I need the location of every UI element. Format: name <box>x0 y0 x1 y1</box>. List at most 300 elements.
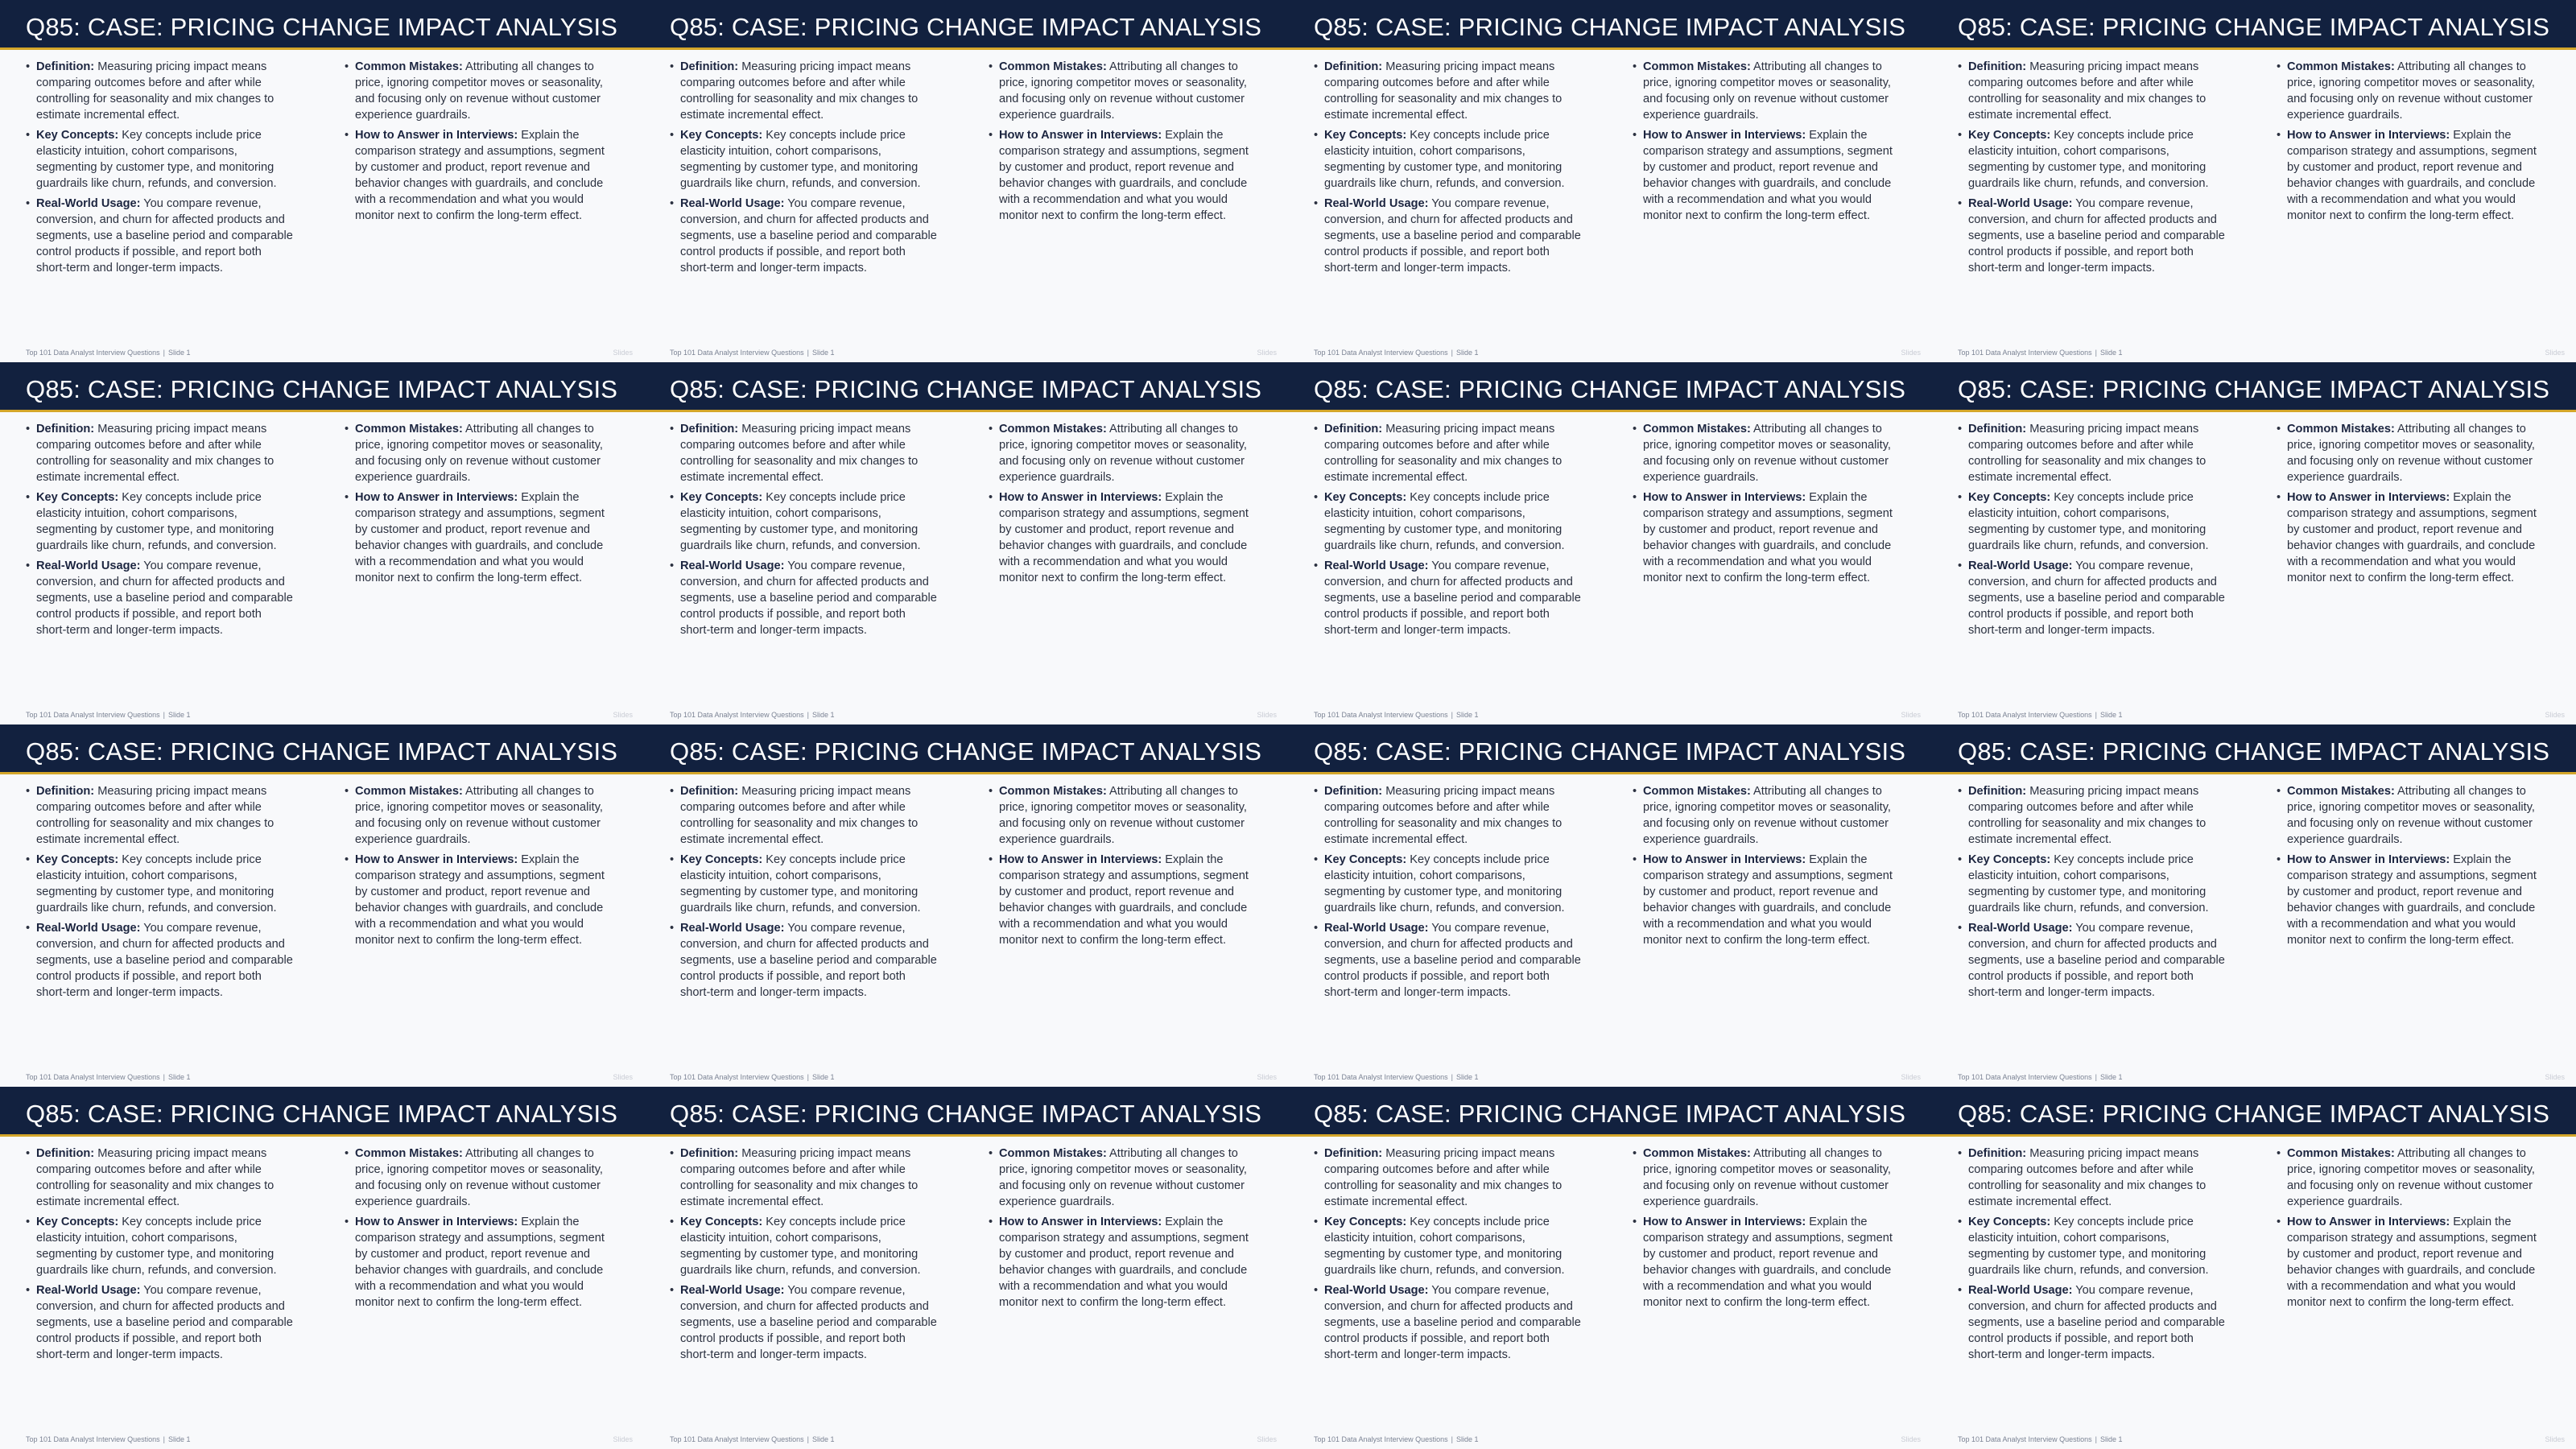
footer-source: Top 101 Data Analyst Interview Questions <box>1958 711 2092 719</box>
bullet-dot-icon: • <box>670 853 675 866</box>
footer-separator: | <box>163 349 165 357</box>
bullet-dot-icon: • <box>1633 785 1637 798</box>
bullet-text: Measuring pricing impact means comparing outcomes before and after while controlling for seasonality and mix changes to estimate incremental effect. <box>1324 60 1563 122</box>
bullet-real-world-usage <box>26 920 295 1001</box>
slide-thumbnail-5[interactable] <box>0 362 644 724</box>
slide-thumbnail-7[interactable] <box>1288 362 1932 724</box>
bullet-text: Measuring pricing impact means comparing outcomes before and after while controlling for seasonality and mix changes to estimate incremental effect. <box>1968 423 2207 484</box>
bullet-text: Explain the comparison strategy and assumptions, segment by customer and product, report revenue and behavior changes with guardrails, and conclude with a recommendation and what you would monitor next to confirm the long-term effect. <box>1643 853 1893 947</box>
slide-thumbnail-14[interactable] <box>644 1087 1288 1449</box>
bullet-common-mistakes <box>2277 421 2545 485</box>
bullet-text: You compare revenue, conversion, and churn for affected products and segments, use a baseline period and comparable control products if possible, and report both short-term and longer-term impacts. <box>1968 559 2225 637</box>
bullet-dot-icon: • <box>1314 197 1319 210</box>
slide-thumbnail-4[interactable] <box>1932 0 2576 362</box>
bullet-common-mistakes <box>2277 783 2545 848</box>
bullet-dot-icon: • <box>1314 853 1319 866</box>
bullet-definition <box>26 59 295 123</box>
bullet-dot-icon: • <box>670 1147 675 1160</box>
bullet-dot-icon: • <box>26 1216 31 1228</box>
bullet-dot-icon: • <box>989 423 993 436</box>
bullet-dot-icon: • <box>2277 1216 2281 1228</box>
bullet-text: Explain the comparison strategy and assumptions, segment by customer and product, report revenue and behavior changes with guardrails, and conclude with a recommendation and what you would monitor next to confirm the long-term effect. <box>2287 1216 2537 1309</box>
brand-watermark: Slides <box>1257 1435 1277 1443</box>
footer-source: Top 101 Data Analyst Interview Questions <box>670 711 804 719</box>
slide-body <box>670 421 1257 654</box>
bullet-definition <box>1314 59 1583 123</box>
footer-separator: | <box>1451 1435 1453 1443</box>
bullet-dot-icon: • <box>670 491 675 504</box>
brand-watermark: Slides <box>2545 1073 2565 1081</box>
bullet-dot-icon: • <box>1958 491 1963 504</box>
bullet-label: Definition: <box>680 60 739 73</box>
slide-body <box>1314 421 1901 654</box>
bullet-dot-icon: • <box>2277 785 2281 798</box>
bullet-label: Key Concepts: <box>680 129 763 142</box>
bullet-dot-icon: • <box>1958 853 1963 866</box>
bullet-real-world-usage <box>670 196 939 276</box>
bullet-text: You compare revenue, conversion, and churn for affected products and segments, use a baseline period and comparable control products if possible, and report both short-term and longer-term impacts. <box>680 197 937 275</box>
slide-footer <box>26 711 190 719</box>
slide-thumbnail-2[interactable] <box>644 0 1288 362</box>
bullet-dot-icon: • <box>670 60 675 73</box>
slide-footer <box>1958 711 2122 719</box>
bullet-text: Explain the comparison strategy and assumptions, segment by customer and product, report revenue and behavior changes with guardrails, and conclude with a recommendation and what you would monitor next to confirm the long-term effect. <box>355 129 605 222</box>
bullet-label: Common Mistakes: <box>1643 785 1751 798</box>
slide-thumbnail-9[interactable] <box>0 724 644 1087</box>
slide-header <box>1288 0 1932 50</box>
footer-slide-number: Slide 1 <box>167 711 191 719</box>
bullet-text: Attributing all changes to price, ignoring competitor moves or seasonality, and focusing only on revenue without customer experience guardrails. <box>999 60 1247 122</box>
bullet-key-concepts <box>670 852 939 916</box>
bullet-label: How to Answer in Interviews: <box>1643 853 1806 866</box>
bullet-how-to-answer <box>345 489 613 586</box>
bullet-dot-icon: • <box>345 785 349 798</box>
bullet-text: Key concepts include price elasticity intuition, cohort comparisons, segmenting by customer type, and monitoring guardrails like churn, refunds, and conversion. <box>36 853 277 914</box>
bullet-label: Real-World Usage: <box>36 922 141 935</box>
bullet-label: Key Concepts: <box>680 1216 763 1228</box>
slide-header <box>0 362 644 412</box>
bullet-text: Key concepts include price elasticity intuition, cohort comparisons, segmenting by customer type, and monitoring guardrails like churn, refunds, and conversion. <box>1324 853 1565 914</box>
bullet-dot-icon: • <box>2277 1147 2281 1160</box>
bullet-label: How to Answer in Interviews: <box>999 1216 1162 1228</box>
bullet-real-world-usage <box>670 1282 939 1363</box>
bullet-dot-icon: • <box>345 491 349 504</box>
bullet-how-to-answer <box>2277 852 2545 948</box>
bullet-label: Definition: <box>36 1147 95 1160</box>
bullet-definition <box>1958 1146 2227 1210</box>
bullet-dot-icon: • <box>1314 1147 1319 1160</box>
slide-header <box>644 362 1288 412</box>
bullet-real-world-usage <box>1314 196 1583 276</box>
bullet-label: Common Mistakes: <box>1643 423 1751 436</box>
footer-separator: | <box>163 1435 165 1443</box>
bullet-key-concepts <box>670 1214 939 1278</box>
slide-body <box>26 421 613 654</box>
bullet-dot-icon: • <box>1958 1147 1963 1160</box>
bullet-label: Key Concepts: <box>36 853 119 866</box>
bullet-label: How to Answer in Interviews: <box>2287 491 2450 504</box>
slide-header <box>1932 1087 2576 1137</box>
bullet-dot-icon: • <box>1633 1147 1637 1160</box>
bullet-label: Real-World Usage: <box>1968 922 2073 935</box>
bullet-how-to-answer <box>2277 1214 2545 1311</box>
bullet-label: Real-World Usage: <box>680 1284 785 1297</box>
bullet-definition <box>1314 421 1583 485</box>
bullet-text: Explain the comparison strategy and assumptions, segment by customer and product, report revenue and behavior changes with guardrails, and conclude with a recommendation and what you would monitor next to confirm the long-term effect. <box>1643 491 1893 584</box>
footer-slide-number: Slide 1 <box>167 1435 191 1443</box>
bullet-how-to-answer <box>989 852 1257 948</box>
bullet-dot-icon: • <box>1314 922 1319 935</box>
bullet-key-concepts <box>1958 852 2227 916</box>
slide-body <box>26 783 613 1017</box>
bullet-dot-icon: • <box>1958 197 1963 210</box>
bullet-key-concepts <box>1314 1214 1583 1278</box>
bullet-text: Explain the comparison strategy and assumptions, segment by customer and product, report revenue and behavior changes with guardrails, and conclude with a recommendation and what you would monitor next to confirm the long-term effect. <box>2287 129 2537 222</box>
bullet-key-concepts <box>1958 489 2227 554</box>
bullet-dot-icon: • <box>345 129 349 142</box>
footer-separator: | <box>1451 711 1453 719</box>
bullet-label: Key Concepts: <box>1324 491 1407 504</box>
bullet-dot-icon: • <box>1958 1216 1963 1228</box>
bullet-label: Real-World Usage: <box>1968 197 2073 210</box>
bullet-label: Key Concepts: <box>1968 491 2051 504</box>
footer-source: Top 101 Data Analyst Interview Questions <box>670 1073 804 1081</box>
slide-header <box>1932 724 2576 774</box>
bullet-label: Key Concepts: <box>1324 853 1407 866</box>
bullet-key-concepts <box>26 1214 295 1278</box>
slide-header <box>0 0 644 50</box>
slide-title: Q85: CASE: PRICING CHANGE IMPACT ANALYSIS <box>670 13 1262 41</box>
bullet-dot-icon: • <box>1958 1284 1963 1297</box>
bullet-common-mistakes <box>345 1146 613 1210</box>
slide-body <box>1314 59 1901 292</box>
bullet-text: You compare revenue, conversion, and churn for affected products and segments, use a baseline period and comparable control products if possible, and report both short-term and longer-term impacts. <box>1324 1284 1581 1361</box>
bullet-label: Real-World Usage: <box>1324 197 1429 210</box>
footer-source: Top 101 Data Analyst Interview Questions <box>26 1435 160 1443</box>
footer-separator: | <box>2095 1435 2097 1443</box>
brand-watermark: Slides <box>2545 1435 2565 1443</box>
bullet-label: Key Concepts: <box>680 853 763 866</box>
bullet-dot-icon: • <box>26 197 31 210</box>
bullet-common-mistakes <box>2277 1146 2545 1210</box>
bullet-label: Common Mistakes: <box>999 423 1107 436</box>
slide-thumbnail-1[interactable] <box>0 0 644 362</box>
bullet-dot-icon: • <box>1314 785 1319 798</box>
bullet-real-world-usage <box>670 558 939 638</box>
bullet-how-to-answer <box>2277 489 2545 586</box>
bullet-label: Definition: <box>680 423 739 436</box>
bullet-text: Key concepts include price elasticity intuition, cohort comparisons, segmenting by customer type, and monitoring guardrails like churn, refunds, and conversion. <box>680 129 921 190</box>
bullet-dot-icon: • <box>1633 1216 1637 1228</box>
bullet-text: Explain the comparison strategy and assumptions, segment by customer and product, report revenue and behavior changes with guardrails, and conclude with a recommendation and what you would monitor next to confirm the long-term effect. <box>999 491 1249 584</box>
brand-watermark: Slides <box>2545 711 2565 719</box>
bullet-text: You compare revenue, conversion, and churn for affected products and segments, use a baseline period and comparable control products if possible, and report both short-term and longer-term impacts. <box>36 197 293 275</box>
slide-footer <box>1314 711 1478 719</box>
bullet-text: Explain the comparison strategy and assumptions, segment by customer and product, report revenue and behavior changes with guardrails, and conclude with a recommendation and what you would monitor next to confirm the long-term effect. <box>355 1216 605 1309</box>
slide-thumbnail-6[interactable] <box>644 362 1288 724</box>
brand-watermark: Slides <box>1901 711 1921 719</box>
bullet-text: You compare revenue, conversion, and churn for affected products and segments, use a baseline period and comparable control products if possible, and report both short-term and longer-term impacts. <box>680 559 937 637</box>
bullet-text: Explain the comparison strategy and assumptions, segment by customer and product, report revenue and behavior changes with guardrails, and conclude with a recommendation and what you would monitor next to confirm the long-term effect. <box>999 1216 1249 1309</box>
bullet-label: Definition: <box>1968 785 2027 798</box>
bullet-definition <box>26 421 295 485</box>
bullet-label: Definition: <box>36 60 95 73</box>
footer-slide-number: Slide 1 <box>811 1073 835 1081</box>
bullet-text: Explain the comparison strategy and assumptions, segment by customer and product, report revenue and behavior changes with guardrails, and conclude with a recommendation and what you would monitor next to confirm the long-term effect. <box>999 129 1249 222</box>
slide-footer <box>670 349 834 357</box>
bullet-text: Key concepts include price elasticity intuition, cohort comparisons, segmenting by customer type, and monitoring guardrails like churn, refunds, and conversion. <box>680 1216 921 1277</box>
footer-source: Top 101 Data Analyst Interview Questions <box>1958 1435 2092 1443</box>
footer-source: Top 101 Data Analyst Interview Questions <box>1958 349 2092 357</box>
footer-slide-number: Slide 1 <box>1455 1073 1479 1081</box>
footer-source: Top 101 Data Analyst Interview Questions <box>670 349 804 357</box>
bullet-text: Key concepts include price elasticity intuition, cohort comparisons, segmenting by customer type, and monitoring guardrails like churn, refunds, and conversion. <box>1324 129 1565 190</box>
slide-thumbnail-16[interactable] <box>1932 1087 2576 1449</box>
bullet-label: Definition: <box>1968 60 2027 73</box>
bullet-common-mistakes <box>1633 1146 1901 1210</box>
bullet-label: Common Mistakes: <box>999 1147 1107 1160</box>
footer-slide-number: Slide 1 <box>2099 1435 2123 1443</box>
bullet-text: Measuring pricing impact means comparing outcomes before and after while controlling for seasonality and mix changes to estimate incremental effect. <box>1968 785 2207 846</box>
bullet-label: Key Concepts: <box>680 491 763 504</box>
bullet-dot-icon: • <box>345 423 349 436</box>
bullet-text: Key concepts include price elasticity intuition, cohort comparisons, segmenting by customer type, and monitoring guardrails like churn, refunds, and conversion. <box>36 1216 277 1277</box>
bullet-label: Common Mistakes: <box>355 60 463 73</box>
bullet-text: You compare revenue, conversion, and churn for affected products and segments, use a baseline period and comparable control products if possible, and report both short-term and longer-term impacts. <box>1324 559 1581 637</box>
bullet-text: Measuring pricing impact means comparing outcomes before and after while controlling for seasonality and mix changes to estimate incremental effect. <box>1324 1147 1563 1208</box>
bullet-common-mistakes <box>345 421 613 485</box>
bullet-real-world-usage <box>1314 558 1583 638</box>
bullet-how-to-answer <box>989 489 1257 586</box>
footer-source: Top 101 Data Analyst Interview Questions <box>26 711 160 719</box>
bullet-common-mistakes <box>989 783 1257 848</box>
bullet-dot-icon: • <box>1633 60 1637 73</box>
bullet-common-mistakes <box>1633 421 1901 485</box>
slide-footer <box>1314 1073 1478 1081</box>
bullet-label: Definition: <box>680 1147 739 1160</box>
bullet-text: Measuring pricing impact means comparing outcomes before and after while controlling for seasonality and mix changes to estimate incremental effect. <box>36 423 275 484</box>
bullet-label: Key Concepts: <box>36 491 119 504</box>
bullet-label: Key Concepts: <box>36 129 119 142</box>
bullet-definition <box>1958 59 2227 123</box>
bullet-label: How to Answer in Interviews: <box>355 853 518 866</box>
bullet-dot-icon: • <box>26 922 31 935</box>
bullet-common-mistakes <box>989 421 1257 485</box>
bullet-label: Key Concepts: <box>1324 129 1407 142</box>
bullet-text: Measuring pricing impact means comparing outcomes before and after while controlling for seasonality and mix changes to estimate incremental effect. <box>680 60 919 122</box>
brand-watermark: Slides <box>613 1435 633 1443</box>
bullet-definition <box>670 421 939 485</box>
bullet-label: Definition: <box>36 423 95 436</box>
bullet-label: Real-World Usage: <box>680 922 785 935</box>
bullet-label: How to Answer in Interviews: <box>999 491 1162 504</box>
bullet-text: Attributing all changes to price, ignoring competitor moves or seasonality, and focusing only on revenue without customer experience guardrails. <box>1643 1147 1891 1208</box>
slide-header <box>1288 1087 1932 1137</box>
bullet-text: Key concepts include price elasticity intuition, cohort comparisons, segmenting by customer type, and monitoring guardrails like churn, refunds, and conversion. <box>1324 1216 1565 1277</box>
bullet-text: Key concepts include price elasticity intuition, cohort comparisons, segmenting by customer type, and monitoring guardrails like churn, refunds, and conversion. <box>1968 853 2209 914</box>
bullet-text: Measuring pricing impact means comparing outcomes before and after while controlling for seasonality and mix changes to estimate incremental effect. <box>1324 785 1563 846</box>
slide-title: Q85: CASE: PRICING CHANGE IMPACT ANALYSIS <box>670 1100 1262 1128</box>
bullet-text: You compare revenue, conversion, and churn for affected products and segments, use a baseline period and comparable control products if possible, and report both short-term and longer-term impacts. <box>1968 922 2225 999</box>
footer-slide-number: Slide 1 <box>811 1435 835 1443</box>
bullet-label: Real-World Usage: <box>36 197 141 210</box>
slide-thumbnail-8[interactable] <box>1932 362 2576 724</box>
bullet-definition <box>670 1146 939 1210</box>
bullet-dot-icon: • <box>1633 853 1637 866</box>
bullet-text: You compare revenue, conversion, and churn for affected products and segments, use a baseline period and comparable control products if possible, and report both short-term and longer-term impacts. <box>36 559 293 637</box>
bullet-text: You compare revenue, conversion, and churn for affected products and segments, use a baseline period and comparable control products if possible, and report both short-term and longer-term impacts. <box>1968 1284 2225 1361</box>
bullet-real-world-usage <box>670 920 939 1001</box>
slide-title: Q85: CASE: PRICING CHANGE IMPACT ANALYSIS <box>1314 13 1906 41</box>
bullet-label: Common Mistakes: <box>2287 1147 2395 1160</box>
slide-footer <box>26 349 190 357</box>
bullet-label: Real-World Usage: <box>1324 1284 1429 1297</box>
bullet-text: Attributing all changes to price, ignoring competitor moves or seasonality, and focusing only on revenue without customer experience guardrails. <box>999 423 1247 484</box>
bullet-dot-icon: • <box>670 197 675 210</box>
bullet-label: Real-World Usage: <box>1968 559 2073 572</box>
bullet-text: Key concepts include price elasticity intuition, cohort comparisons, segmenting by customer type, and monitoring guardrails like churn, refunds, and conversion. <box>680 853 921 914</box>
bullet-label: Common Mistakes: <box>2287 423 2395 436</box>
slide-body <box>26 59 613 292</box>
slide-footer <box>670 711 834 719</box>
bullet-dot-icon: • <box>1958 129 1963 142</box>
brand-watermark: Slides <box>613 711 633 719</box>
brand-watermark: Slides <box>1901 1435 1921 1443</box>
bullet-label: How to Answer in Interviews: <box>2287 1216 2450 1228</box>
slide-thumbnail-3[interactable] <box>1288 0 1932 362</box>
bullet-how-to-answer <box>1633 489 1901 586</box>
bullet-dot-icon: • <box>2277 60 2281 73</box>
footer-source: Top 101 Data Analyst Interview Questions <box>1314 1073 1448 1081</box>
slide-footer <box>670 1435 834 1443</box>
footer-slide-number: Slide 1 <box>811 711 835 719</box>
bullet-definition <box>1314 783 1583 848</box>
bullet-text: Explain the comparison strategy and assumptions, segment by customer and product, report revenue and behavior changes with guardrails, and conclude with a recommendation and what you would monitor next to confirm the long-term effect. <box>355 853 605 947</box>
bullet-text: Attributing all changes to price, ignoring competitor moves or seasonality, and focusing only on revenue without customer experience guardrails. <box>2287 60 2535 122</box>
footer-source: Top 101 Data Analyst Interview Questions <box>26 1073 160 1081</box>
bullet-dot-icon: • <box>1633 423 1637 436</box>
bullet-text: Attributing all changes to price, ignoring competitor moves or seasonality, and focusing only on revenue without customer experience guardrails. <box>999 785 1247 846</box>
slide-body <box>1958 1146 2545 1379</box>
bullet-dot-icon: • <box>1314 423 1319 436</box>
bullet-text: You compare revenue, conversion, and churn for affected products and segments, use a baseline period and comparable control products if possible, and report both short-term and longer-term impacts. <box>680 1284 937 1361</box>
slide-thumbnail-11[interactable] <box>1288 724 1932 1087</box>
bullet-label: Common Mistakes: <box>2287 60 2395 73</box>
slide-header <box>1932 362 2576 412</box>
footer-separator: | <box>2095 349 2097 357</box>
bullet-key-concepts <box>670 127 939 192</box>
bullet-dot-icon: • <box>2277 129 2281 142</box>
bullet-text: Attributing all changes to price, ignoring competitor moves or seasonality, and focusing only on revenue without customer experience guardrails. <box>355 423 603 484</box>
bullet-label: How to Answer in Interviews: <box>2287 129 2450 142</box>
slide-thumbnail-13[interactable] <box>0 1087 644 1449</box>
footer-source: Top 101 Data Analyst Interview Questions <box>1314 711 1448 719</box>
bullet-dot-icon: • <box>1314 129 1319 142</box>
footer-separator: | <box>2095 711 2097 719</box>
footer-slide-number: Slide 1 <box>1455 1435 1479 1443</box>
slide-thumbnail-12[interactable] <box>1932 724 2576 1087</box>
slide-header <box>1288 724 1932 774</box>
bullet-real-world-usage <box>1958 1282 2227 1363</box>
slide-header <box>644 1087 1288 1137</box>
footer-slide-number: Slide 1 <box>2099 711 2123 719</box>
bullet-key-concepts <box>1314 127 1583 192</box>
footer-separator: | <box>1451 349 1453 357</box>
bullet-label: How to Answer in Interviews: <box>355 129 518 142</box>
footer-source: Top 101 Data Analyst Interview Questions <box>26 349 160 357</box>
bullet-label: Real-World Usage: <box>1968 1284 2073 1297</box>
bullet-dot-icon: • <box>1314 559 1319 572</box>
bullet-label: Key Concepts: <box>1968 853 2051 866</box>
bullet-common-mistakes <box>2277 59 2545 123</box>
bullet-label: Common Mistakes: <box>999 60 1107 73</box>
bullet-label: Definition: <box>1324 60 1383 73</box>
bullet-label: Real-World Usage: <box>680 559 785 572</box>
bullet-how-to-answer <box>345 852 613 948</box>
bullet-key-concepts <box>1314 489 1583 554</box>
slide-title: Q85: CASE: PRICING CHANGE IMPACT ANALYSIS <box>670 375 1262 403</box>
slide-thumbnail-15[interactable] <box>1288 1087 1932 1449</box>
bullet-definition <box>1958 421 2227 485</box>
footer-separator: | <box>807 1435 809 1443</box>
bullet-dot-icon: • <box>670 129 675 142</box>
slide-title: Q85: CASE: PRICING CHANGE IMPACT ANALYSIS <box>1958 1100 2550 1128</box>
footer-separator: | <box>807 1073 809 1081</box>
bullet-label: Common Mistakes: <box>2287 785 2395 798</box>
footer-source: Top 101 Data Analyst Interview Questions <box>1314 349 1448 357</box>
bullet-dot-icon: • <box>670 922 675 935</box>
bullet-real-world-usage <box>1314 1282 1583 1363</box>
bullet-text: Attributing all changes to price, ignoring competitor moves or seasonality, and focusing only on revenue without customer experience guardrails. <box>1643 785 1891 846</box>
footer-source: Top 101 Data Analyst Interview Questions <box>670 1435 804 1443</box>
bullet-label: Real-World Usage: <box>680 197 785 210</box>
bullet-text: Key concepts include price elasticity intuition, cohort comparisons, segmenting by customer type, and monitoring guardrails like churn, refunds, and conversion. <box>36 129 277 190</box>
brand-watermark: Slides <box>1257 1073 1277 1081</box>
bullet-text: Measuring pricing impact means comparing outcomes before and after while controlling for seasonality and mix changes to estimate incremental effect. <box>680 423 919 484</box>
slide-title: Q85: CASE: PRICING CHANGE IMPACT ANALYSIS <box>26 1100 618 1128</box>
bullet-dot-icon: • <box>989 1147 993 1160</box>
bullet-text: Key concepts include price elasticity intuition, cohort comparisons, segmenting by customer type, and monitoring guardrails like churn, refunds, and conversion. <box>680 491 921 552</box>
bullet-text: Explain the comparison strategy and assumptions, segment by customer and product, report revenue and behavior changes with guardrails, and conclude with a recommendation and what you would monitor next to confirm the long-term effect. <box>2287 491 2537 584</box>
bullet-dot-icon: • <box>26 423 31 436</box>
bullet-dot-icon: • <box>1958 922 1963 935</box>
bullet-dot-icon: • <box>26 1147 31 1160</box>
slide-title: Q85: CASE: PRICING CHANGE IMPACT ANALYSIS <box>1314 737 1906 766</box>
bullet-text: Attributing all changes to price, ignoring competitor moves or seasonality, and focusing only on revenue without customer experience guardrails. <box>2287 785 2535 846</box>
bullet-text: You compare revenue, conversion, and churn for affected products and segments, use a baseline period and comparable control products if possible, and report both short-term and longer-term impacts. <box>1324 922 1581 999</box>
slide-thumbnail-10[interactable] <box>644 724 1288 1087</box>
footer-separator: | <box>2095 1073 2097 1081</box>
bullet-label: How to Answer in Interviews: <box>1643 129 1806 142</box>
bullet-how-to-answer <box>989 1214 1257 1311</box>
slide-body <box>1314 1146 1901 1379</box>
footer-separator: | <box>1451 1073 1453 1081</box>
slide-body <box>670 59 1257 292</box>
bullet-label: Common Mistakes: <box>1643 60 1751 73</box>
bullet-how-to-answer <box>1633 852 1901 948</box>
slide-header <box>0 724 644 774</box>
bullet-label: Definition: <box>1968 423 2027 436</box>
bullet-dot-icon: • <box>26 853 31 866</box>
bullet-label: Common Mistakes: <box>355 423 463 436</box>
bullet-text: Explain the comparison strategy and assumptions, segment by customer and product, report revenue and behavior changes with guardrails, and conclude with a recommendation and what you would monitor next to confirm the long-term effect. <box>1643 1216 1893 1309</box>
slide-title: Q85: CASE: PRICING CHANGE IMPACT ANALYSIS <box>1958 737 2550 766</box>
bullet-definition <box>1958 783 2227 848</box>
bullet-dot-icon: • <box>670 423 675 436</box>
bullet-label: Common Mistakes: <box>355 1147 463 1160</box>
bullet-dot-icon: • <box>1314 491 1319 504</box>
bullet-text: Key concepts include price elasticity intuition, cohort comparisons, segmenting by customer type, and monitoring guardrails like churn, refunds, and conversion. <box>36 491 277 552</box>
